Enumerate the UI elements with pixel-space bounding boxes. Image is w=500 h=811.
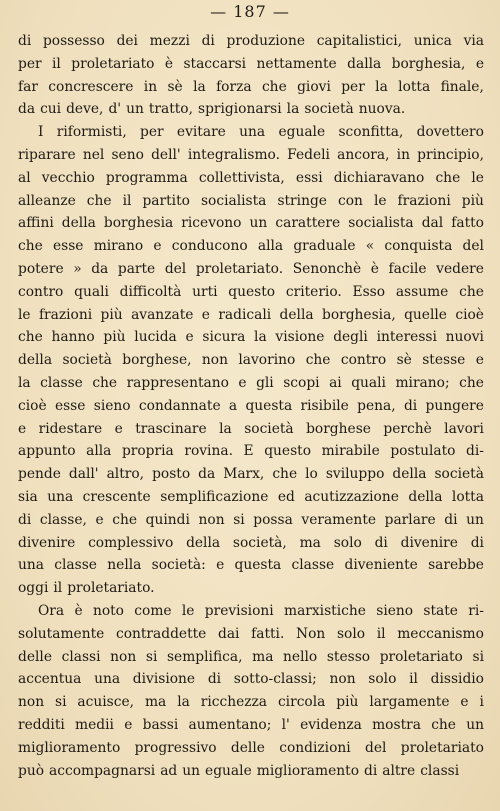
text-line: che esse mirano e conducono alla graduale « conquista del (18, 238, 484, 255)
text-line: può accompagnarsi ad un eguale miglioramento di altre classi (18, 762, 460, 779)
text-line: sia una crescente semplificazione ed acutizzazione della lotta (18, 488, 484, 505)
text-line: oggi il proletariato. (18, 580, 155, 597)
text-line: da cui deve, d' un tratto, sprigionarsi la società nuova. (18, 101, 406, 118)
text-line: solutamente contraddette dai fatti. Non solo il meccanismo (18, 625, 484, 642)
text-line: e ridestare e trascinare la società borghese perchè lavori (18, 420, 484, 437)
text-line: accentua una divisione di sotto-classi; non solo il dissidio (18, 671, 484, 688)
text-line: non si acuisce, ma la ricchezza circola più largamente e i (18, 694, 484, 711)
text-line: riparare nel seno dell' integralismo. Fedeli ancora, in principio, (18, 146, 484, 163)
text-line: della società borghese, non lavorino che contro sè stesse e (18, 352, 484, 369)
text-line: Ora è noto come le previsioni marxistiche sieno state ri- (38, 602, 484, 619)
text-line: affini della borghesia ricevono un carattere socialista dal fatto (18, 215, 484, 232)
text-line: di classe, e che quindi non si possa veramente parlare di un (18, 511, 484, 528)
text-line: contro quali difficoltà urti questo criterio. Esso assume che (18, 283, 484, 300)
text-line: delle classi non si semplifica, ma nello stesso proletariato si (18, 648, 484, 665)
body-text (18, 30, 484, 782)
text-line: la classe che rappresentano e gli scopi ai quali mirano; che (18, 374, 484, 391)
paragraph (18, 600, 484, 782)
text-line: miglioramento progressivo delle condizioni del proletariato (18, 739, 484, 756)
text-line: potere » da parte del proletariato. Senonchè è facile vedere (18, 260, 484, 277)
text-line: che hanno più lucida e sicura la visione degli interessi nuovi (18, 329, 484, 346)
text-line: una classe nella società: e questa classe diveniente sarebbe (18, 557, 484, 574)
text-line: alleanze che il partito socialista stringe con le frazioni più (18, 192, 484, 209)
text-line: far concrescere in sè la forza che giovi per la lotta finale, (18, 78, 484, 95)
page-number: — 187 — (210, 2, 290, 21)
text-line: le frazioni più avanzate e radicali della borghesia, quelle cioè (18, 306, 484, 323)
text-line: pende dall' altro, posto da Marx, che lo sviluppo della società (18, 466, 484, 483)
paragraph (18, 121, 484, 600)
text-line: per il proletariato è staccarsi nettamente dalla borghesia, e (18, 55, 484, 72)
text-line: redditi medii e bassi aumentano; l' evidenza mostra che un (18, 716, 484, 733)
paragraph (18, 30, 484, 121)
text-line: cioè esse sieno condannate a questa risibile pena, di pungere (18, 397, 484, 414)
text-line: divenire complessivo della società, ma solo di divenire di (18, 534, 484, 551)
text-line: al vecchio programma collettivista, essi dichiaravano che le (18, 169, 484, 186)
text-line: di possesso dei mezzi di produzione capitalistici, unica via (18, 33, 484, 49)
text-line: appunto alla propria rovina. E questo mirabile postulato di- (18, 443, 484, 460)
text-line: I riformisti, per evitare una eguale sconfitta, dovettero (38, 124, 484, 141)
